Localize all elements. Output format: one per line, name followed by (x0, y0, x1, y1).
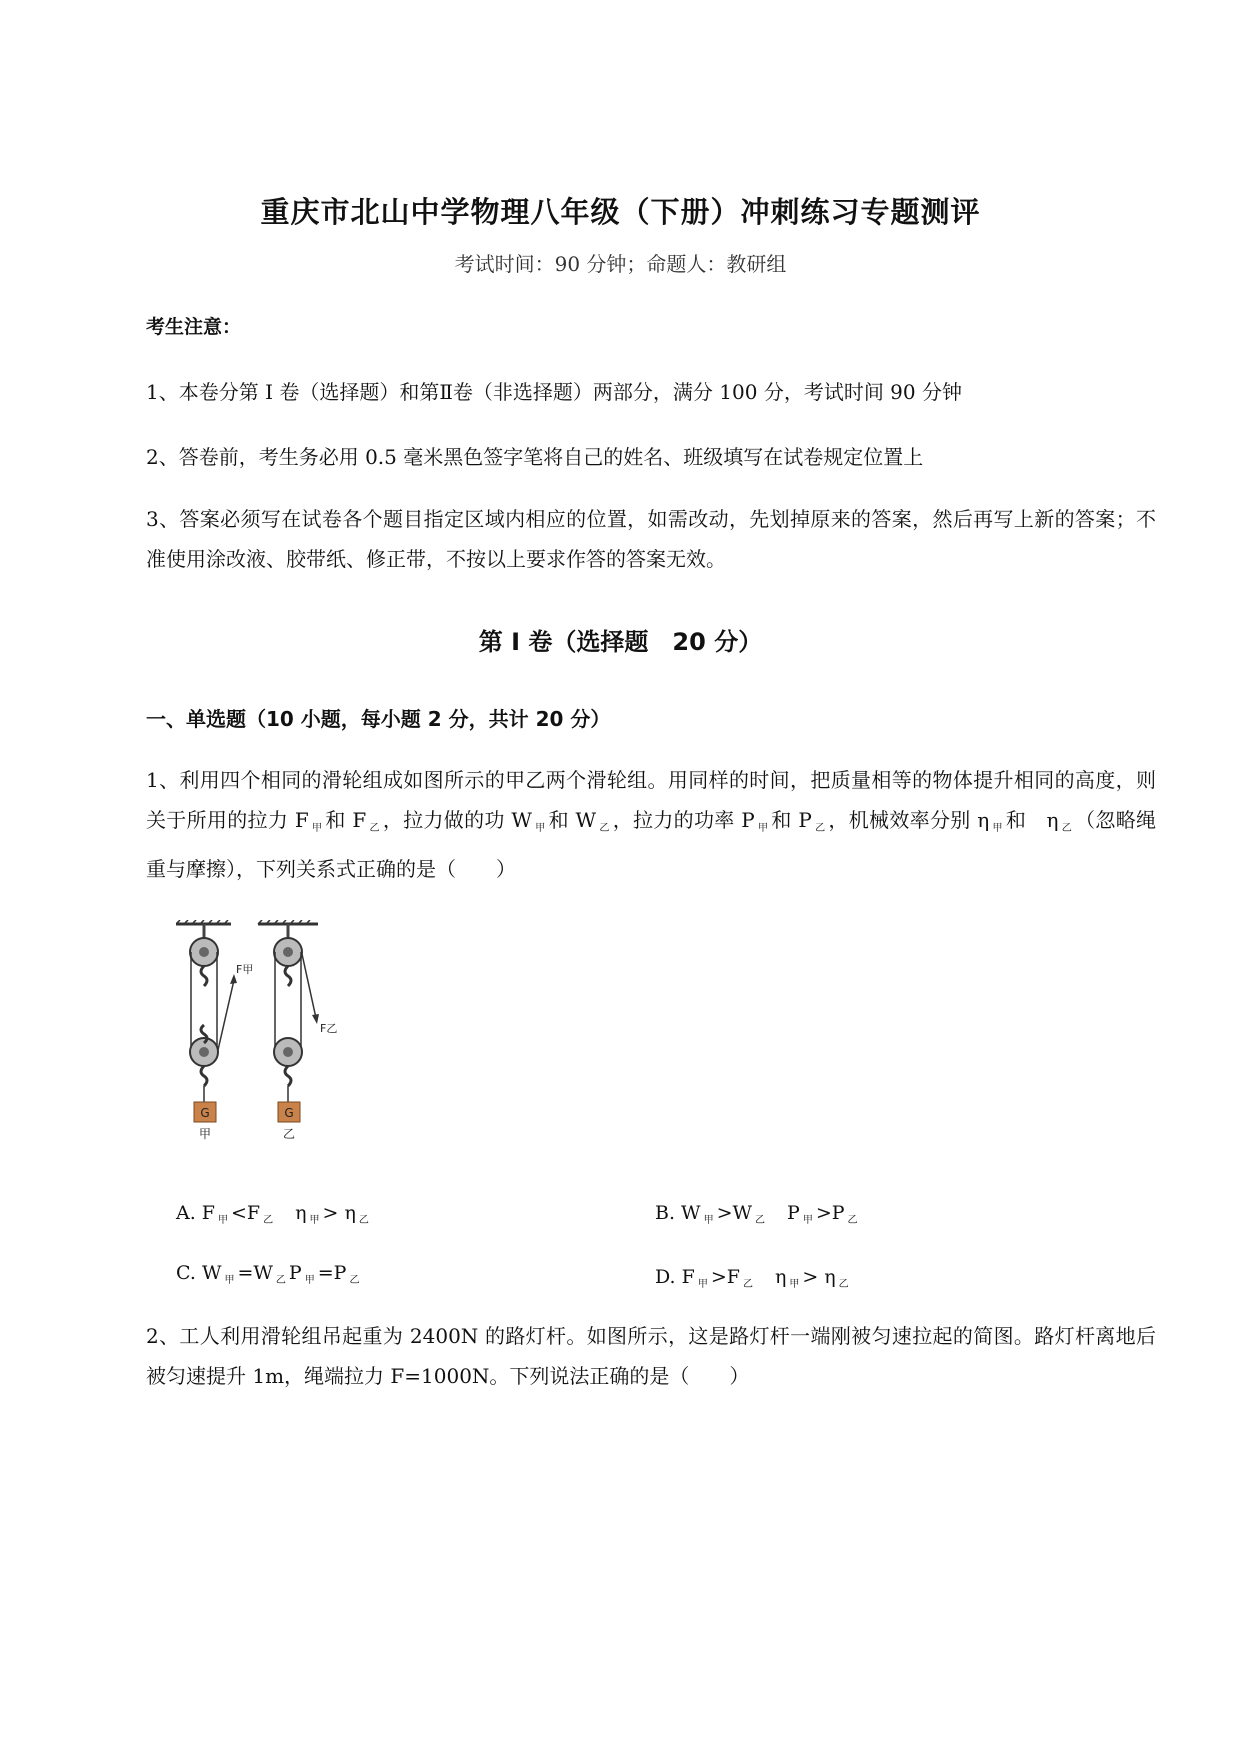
weight-right-label: G (284, 1106, 294, 1120)
question-2-stem: 2、工人利用滑轮组吊起重为 2400N 的路灯杆。如图所示，这是路灯杆一端刚被匀速拉起的简图。路灯杆离地后被匀速提升 1m，绳端拉力 F=1000N。下列说法正确的是（ ） (146, 1324, 1156, 1388)
caption-yi: 乙 (282, 1127, 296, 1141)
ceiling-left (176, 920, 231, 924)
notice-item-3: 3、答案必须写在试卷各个题目指定区域内相应的位置，如需改动，先划掉原来的答案，然后再写上新的答案；不准使用涂改液、胶带纸、修正带，不按以上要求作答的答案无效。 (146, 507, 1156, 571)
pulley-figure (176, 920, 356, 1150)
pulley-system-yi (274, 924, 319, 1122)
notice-heading: 考生注意： (146, 316, 242, 338)
pulley-system-jia (190, 924, 237, 1122)
option-c[interactable]: C. W $_甲$ =W $_乙$ P $_甲$ =P $_乙$ (176, 1262, 360, 1286)
notice-item-2: 2、答卷前，考生务必用 0.5 毫米黑色签字笔将自己的姓名、班级填写在试卷规定位置上 (146, 445, 924, 469)
question-1-stem: 1、利用四个相同的滑轮组成如图所示的甲乙两个滑轮组。用同样的时间，把质量相等的物体提升相同的高度，则关于所用的拉力 F $_甲$ 和 F $_乙$ ，拉力做的功 W $_甲$ 和 W $_乙$ ，拉力的功率 P $_甲$ 和 P $_乙$ ，机械效率分别 η $_甲$ 和 η $_乙$ （忽略绳重与摩擦），下列关系式正确的是（ ） (146, 768, 1157, 881)
ceiling-right (258, 920, 318, 924)
notice-item-1: 1、本卷分第 I 卷（选择题）和第Ⅱ卷（非选择题）两部分，满分 100 分，考试时间 90 分钟 (146, 380, 962, 404)
exam-title: 重庆市北山中学物理八年级（下册）冲刺练习专题测评 (260, 195, 981, 229)
option-d[interactable]: D. F $_甲$ >F $_乙$ η $_甲$ > η $_乙$ (655, 1266, 849, 1290)
option-b[interactable]: B. W $_甲$ >W $_乙$ P $_甲$ >P $_乙$ (655, 1202, 858, 1226)
label-f-yi: F乙 (320, 1022, 338, 1035)
exam-subtitle: 考试时间：90 分钟；命题人：教研组 (454, 252, 787, 276)
option-a[interactable]: A. F $_甲$ <F $_乙$ η $_甲$ > η $_乙$ (176, 1202, 369, 1226)
caption-jia: 甲 (198, 1127, 212, 1141)
section-title: 第 I 卷（选择题 20 分） (478, 628, 763, 656)
label-f-jia: F甲 (236, 963, 254, 976)
part-heading: 一、单选题（10 小题，每小题 2 分，共计 20 分） (146, 707, 611, 731)
weight-left-label: G (200, 1106, 210, 1120)
